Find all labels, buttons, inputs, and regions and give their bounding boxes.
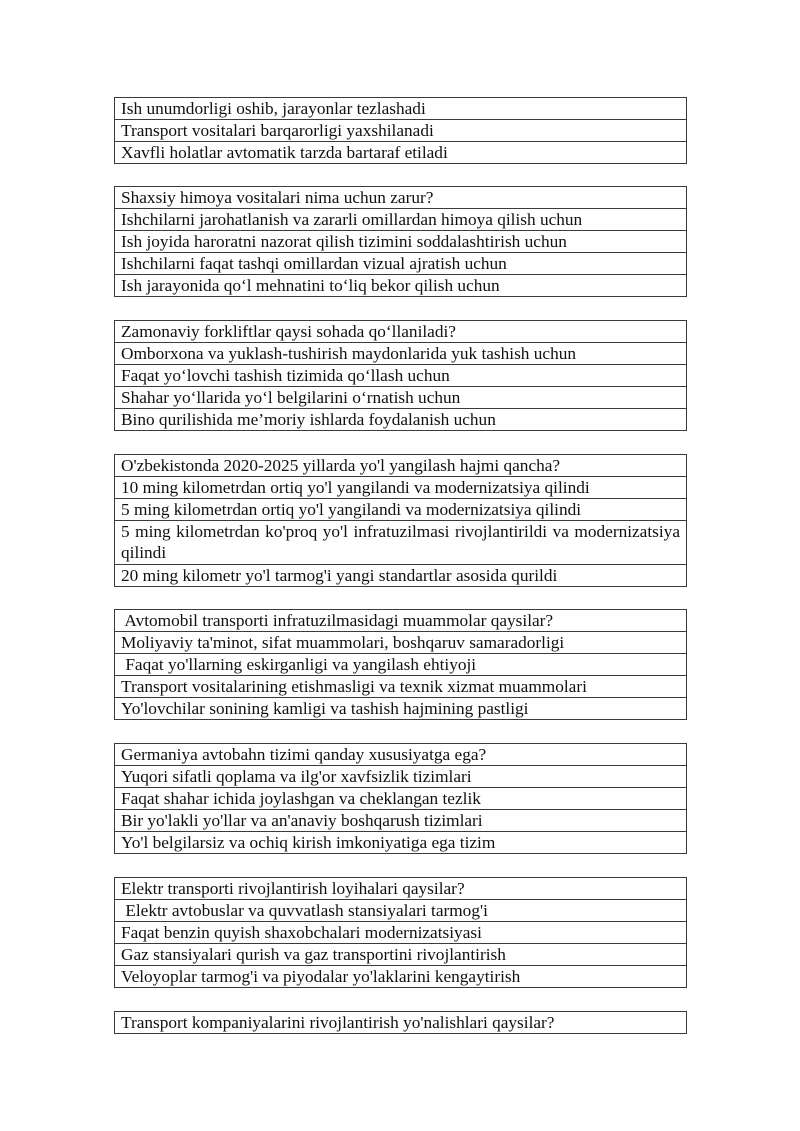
table-row <box>115 409 687 431</box>
table-row <box>115 632 687 654</box>
question-table-2 <box>114 186 687 297</box>
table-row <box>115 766 687 788</box>
answer-cell: 5 ming kilometrdan ko'proq yo'l infratuzilmasi rivojlantirildi va modernizatsiya qilindi <box>115 521 687 565</box>
question-table-3 <box>114 320 687 431</box>
answer-cell: 10 ming kilometrdan ortiq yo'l yangilandi va modernizatsiya qilindi <box>115 477 687 499</box>
question-table-8 <box>114 1011 687 1034</box>
question-table-7 <box>114 877 687 988</box>
answer-cell: Faqat yo'llarning eskirganligi va yangilash ehtiyoji <box>115 654 687 676</box>
answer-cell: 20 ming kilometr yo'l tarmog'i yangi standartlar asosida qurildi <box>115 565 687 587</box>
question-cell: Elektr transporti rivojlantirish loyihalari qaysilar? <box>115 878 687 900</box>
table-row <box>115 477 687 499</box>
answer-cell: Yo'lovchilar sonining kamligi va tashish hajmining pastligi <box>115 698 687 720</box>
answer-cell: 5 ming kilometrdan ortiq yo'l yangilandi va modernizatsiya qilindi <box>115 499 687 521</box>
answer-cell: Moliyaviy ta'minot, sifat muammolari, boshqaruv samaradorligi <box>115 632 687 654</box>
question-cell: Shaxsiy himoya vositalari nima uchun zarur? <box>115 187 687 209</box>
answer-cell: Veloyoplar tarmog'i va piyodalar yo'laklarini kengaytirish <box>115 966 687 988</box>
answer-cell: Faqat benzin quyish shaxobchalari modernizatsiyasi <box>115 922 687 944</box>
table-row <box>115 387 687 409</box>
table-row <box>115 966 687 988</box>
table-row <box>115 142 687 164</box>
table-row <box>115 676 687 698</box>
answer-cell: Ish jarayonida qo‘l mehnatini to‘liq bekor qilish uchun <box>115 275 687 297</box>
table-row <box>115 187 687 209</box>
question-cell: O'zbekistonda 2020-2025 yillarda yo'l yangilash hajmi qancha? <box>115 455 687 477</box>
table-row <box>115 343 687 365</box>
table-row <box>115 900 687 922</box>
answer-cell: Bino qurilishida me’moriy ishlarda foydalanish uchun <box>115 409 687 431</box>
table-row <box>115 788 687 810</box>
answer-cell: Transport vositalarining etishmasligi va texnik xizmat muammolari <box>115 676 687 698</box>
answer-cell: Ish joyida haroratni nazorat qilish tizimini soddalashtirish uchun <box>115 231 687 253</box>
table-row <box>115 365 687 387</box>
answer-cell: Faqat yo‘lovchi tashish tizimida qo‘llash uchun <box>115 365 687 387</box>
answer-cell: Ishchilarni faqat tashqi omillardan vizual ajratish uchun <box>115 253 687 275</box>
question-cell: Transport kompaniyalarini rivojlantirish yo'nalishlari qaysilar? <box>115 1012 687 1034</box>
question-table-6 <box>114 743 687 854</box>
table-row <box>115 455 687 477</box>
question-cell: Avtomobil transporti infratuzilmasidagi muammolar qaysilar? <box>115 610 687 632</box>
answer-cell: Omborxona va yuklash-tushirish maydonlarida yuk tashish uchun <box>115 343 687 365</box>
table-row <box>115 231 687 253</box>
answer-cell: Yuqori sifatli qoplama va ilg'or xavfsizlik tizimlari <box>115 766 687 788</box>
answer-cell: Faqat shahar ichida joylashgan va cheklangan tezlik <box>115 788 687 810</box>
answer-cell: Ish unumdorligi oshib, jarayonlar tezlashadi <box>115 98 687 120</box>
question-table-5 <box>114 609 687 720</box>
table-row <box>115 744 687 766</box>
table-row <box>115 922 687 944</box>
table-row <box>115 98 687 120</box>
table-row <box>115 810 687 832</box>
table-row <box>115 654 687 676</box>
answer-cell: Elektr avtobuslar va quvvatlash stansiyalari tarmog'i <box>115 900 687 922</box>
answer-table-1 <box>114 97 687 164</box>
answer-cell: Yo'l belgilarsiz va ochiq kirish imkoniyatiga ega tizim <box>115 832 687 854</box>
table-row <box>115 698 687 720</box>
table-row <box>115 209 687 231</box>
table-row <box>115 832 687 854</box>
table-row <box>115 275 687 297</box>
table-row <box>115 499 687 521</box>
question-table-4 <box>114 454 687 587</box>
answer-cell: Ishchilarni jarohatlanish va zararli omillardan himoya qilish uchun <box>115 209 687 231</box>
table-row <box>115 521 687 565</box>
answer-cell: Bir yo'lakli yo'llar va an'anaviy boshqarush tizimlari <box>115 810 687 832</box>
table-row <box>115 944 687 966</box>
table-row <box>115 610 687 632</box>
table-row <box>115 120 687 142</box>
answer-cell: Xavfli holatlar avtomatik tarzda bartaraf etiladi <box>115 142 687 164</box>
answer-cell: Shahar yo‘llarida yo‘l belgilarini o‘rnatish uchun <box>115 387 687 409</box>
table-row <box>115 565 687 587</box>
table-row <box>115 321 687 343</box>
table-row <box>115 253 687 275</box>
table-row <box>115 1012 687 1034</box>
answer-cell: Gaz stansiyalari qurish va gaz transportini rivojlantirish <box>115 944 687 966</box>
answer-cell: Transport vositalari barqarorligi yaxshilanadi <box>115 120 687 142</box>
question-cell: Zamonaviy forkliftlar qaysi sohada qo‘llaniladi? <box>115 321 687 343</box>
table-row <box>115 878 687 900</box>
question-cell: Germaniya avtobahn tizimi qanday xususiyatga ega? <box>115 744 687 766</box>
